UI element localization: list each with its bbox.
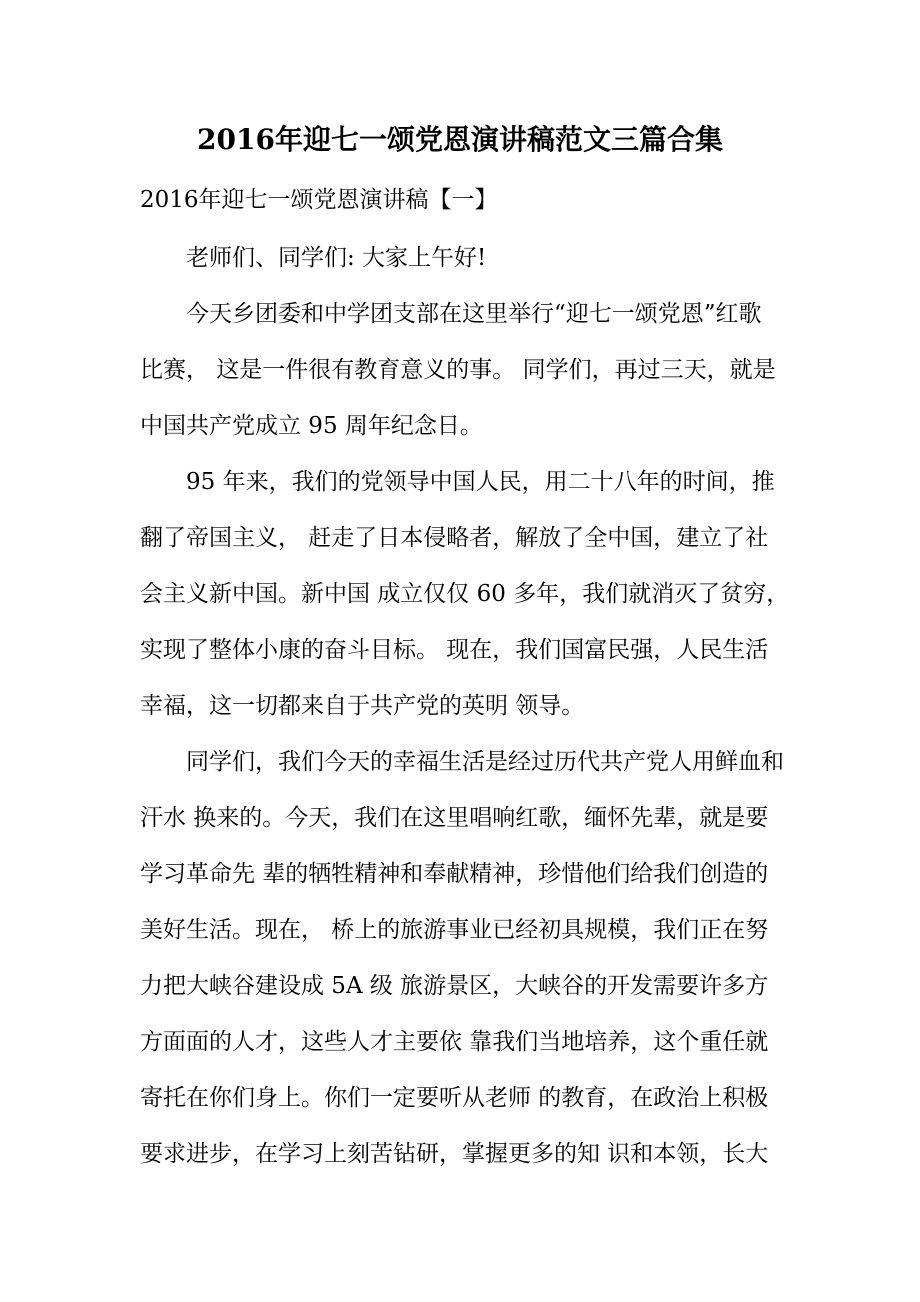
section-heading: 2016年迎七一颂党恩演讲稿【一】 [140, 187, 498, 213]
body-line: 寄托在你们身上。你们一定要听从老师 的教育，在政治上积极 [140, 1085, 769, 1111]
body-line: 要求进步，在学习上刻苦钻研，掌握更多的知 识和本领，长大 [140, 1141, 769, 1167]
body-line: 老师们、同学们: 大家上午好! [186, 245, 487, 271]
body-line: 95 年来，我们的党领导中国人民，用二十八年的时间，推 [186, 469, 775, 495]
body-line: 方面面的人才，这些人才主要依 靠我们当地培养，这个重任就 [140, 1029, 769, 1055]
body-line: 学习革命先 辈的牺牲精神和奉献精神，珍惜他们给我们创造的 [140, 861, 769, 887]
body-line: 实现了整体小康的奋斗目标。 现在，我们国富民强，人民生活 [140, 637, 769, 663]
body-line: 力把大峡谷建设成 5A 级 旅游景区，大峡谷的开发需要许多方 [140, 973, 769, 999]
body-line: 幸福，这一切都来自于共产党的英明 领导。 [140, 693, 585, 719]
body-line: 同学们，我们今天的幸福生活是经过历代共产党人用鲜血和 [186, 749, 784, 775]
body-line: 汗水 换来的。今天，我们在这里唱响红歌，缅怀先辈，就是要 [140, 805, 769, 831]
body-line: 美好生活。现在， 桥上的旅游事业已经初具规模，我们正在努 [140, 917, 769, 943]
body-line: 会主义新中国。新中国 成立仅仅 60 多年，我们就消灭了贫穷， [140, 581, 790, 607]
body-line: 中国共产党成立 95 周年纪念日。 [140, 413, 483, 439]
body-line: 翻了帝国主义， 赶走了日本侵略者，解放了全中国，建立了社 [140, 525, 769, 551]
body-line: 比赛， 这是一件很有教育意义的事。 同学们，再过三天，就是 [140, 357, 776, 383]
body-line: 今天乡团委和中学团支部在这里举行“迎七一颂党恩”红歌 [186, 301, 762, 327]
document-title: 2016年迎七一颂党恩演讲稿范文三篇合集 [197, 123, 723, 156]
